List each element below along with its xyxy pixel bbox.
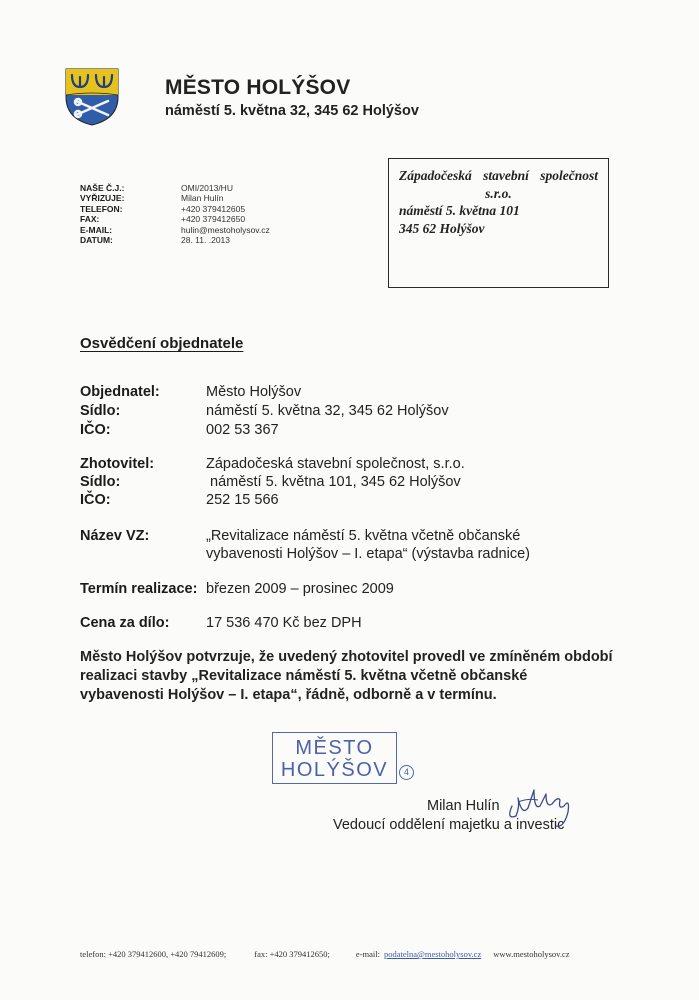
reference-block (80, 183, 270, 245)
handwritten-signature (498, 776, 588, 836)
reference-value: hulin@mestoholysov.cz (181, 224, 270, 235)
client-ico: 002 53 367 (206, 422, 279, 438)
reference-row (80, 193, 270, 203)
signer-title: Vedoucí oddělení majetku a investic (333, 817, 565, 833)
contractor-ico: 252 15 566 (206, 492, 279, 508)
coat-of-arms-logo (64, 67, 120, 127)
reference-value: +420 379412605 (181, 203, 246, 214)
footer (80, 949, 620, 959)
contractor-name: Západočeská stavební společnost, s.r.o. (206, 456, 465, 472)
reference-value: 28. 11. .2013 (181, 235, 230, 246)
signer-name: Milan Hulín (427, 798, 500, 814)
reference-label: E-MAIL: (80, 224, 113, 235)
contractor-label: Zhotovitel: (80, 456, 155, 472)
reference-value: Milan Hulín (181, 193, 224, 204)
city-name: MĚSTO HOLÝŠOV (165, 76, 351, 99)
reference-row (80, 225, 270, 235)
client-ico-label: IČO: (80, 422, 111, 438)
reference-value: OMI/2013/HU (181, 183, 233, 193)
client-name: Město Holýšov (206, 384, 302, 400)
client-seat-label: Sídlo: (80, 403, 121, 419)
reference-row (80, 183, 270, 193)
official-stamp (272, 732, 397, 784)
stamp-number: 4 (399, 765, 414, 780)
reference-row (80, 204, 270, 214)
contract-name-line: vybavenosti Holýšov – I. etapa“ (výstavba radnice) (206, 546, 530, 562)
footer-website-link[interactable]: www.mestoholysov.cz (493, 949, 570, 959)
recipient-line: náměstí 5. května 101 (399, 203, 520, 218)
reference-row (80, 214, 270, 224)
reference-label: VYŘIZUJE: (80, 193, 125, 204)
statement-line: vybavenosti Holýšov – I. etapa“, řádně, odborně a v termínu. (80, 687, 497, 703)
statement-line: Město Holýšov potvrzuje, že uvedený zhotovitel provedl ve zmíněném období (80, 649, 613, 665)
recipient-line: Západočeská stavební společnost (399, 168, 598, 183)
reference-label: FAX: (80, 214, 100, 225)
price-value: 17 536 470 Kč bez DPH (206, 615, 362, 631)
recipient-line: 345 62 Holýšov (399, 220, 485, 236)
reference-row (80, 235, 270, 245)
city-address: náměstí 5. května 32, 345 62 Holýšov (165, 103, 419, 119)
document-title: Osvědčení objednatele (80, 335, 244, 352)
stamp-line: HOLÝŠOV (280, 759, 389, 781)
footer-email-label: e-mail: (355, 949, 380, 959)
contractor-ico-label: IČO: (80, 492, 111, 508)
footer-email-link[interactable]: podatelna@mestoholysov.cz (384, 949, 482, 959)
reference-label: NAŠE Č.J.: (80, 183, 125, 193)
confirmation-statement (80, 648, 640, 705)
footer-phone: telefon: +420 379412600, +420 79412609; (80, 949, 227, 959)
reference-value: +420 379412650 (181, 214, 246, 225)
statement-line: realizaci stavby „Revitalizace náměstí 5. května včetně občanské (80, 668, 528, 684)
term-value: březen 2009 – prosinec 2009 (206, 581, 394, 597)
stamp-line: MĚSTO (295, 737, 374, 759)
price-label: Cena za dílo: (80, 615, 170, 631)
contract-name-line: „Revitalizace náměstí 5. května včetně občanské (206, 528, 521, 544)
reference-label: DATUM: (80, 235, 113, 246)
reference-label: TELEFON: (80, 203, 123, 214)
client-seat: náměstí 5. května 32, 345 62 Holýšov (206, 403, 449, 419)
recipient-address-box (388, 158, 609, 288)
term-label: Termín realizace: (80, 581, 198, 597)
contractor-seat: náměstí 5. května 101, 345 62 Holýšov (210, 474, 461, 490)
client-label: Objednatel: (80, 384, 160, 400)
contract-name-label: Název VZ: (80, 528, 150, 544)
recipient-line: s.r.o. (485, 185, 512, 201)
footer-fax: fax: +420 379412650; (254, 949, 330, 959)
contractor-seat-label: Sídlo: (80, 474, 121, 490)
